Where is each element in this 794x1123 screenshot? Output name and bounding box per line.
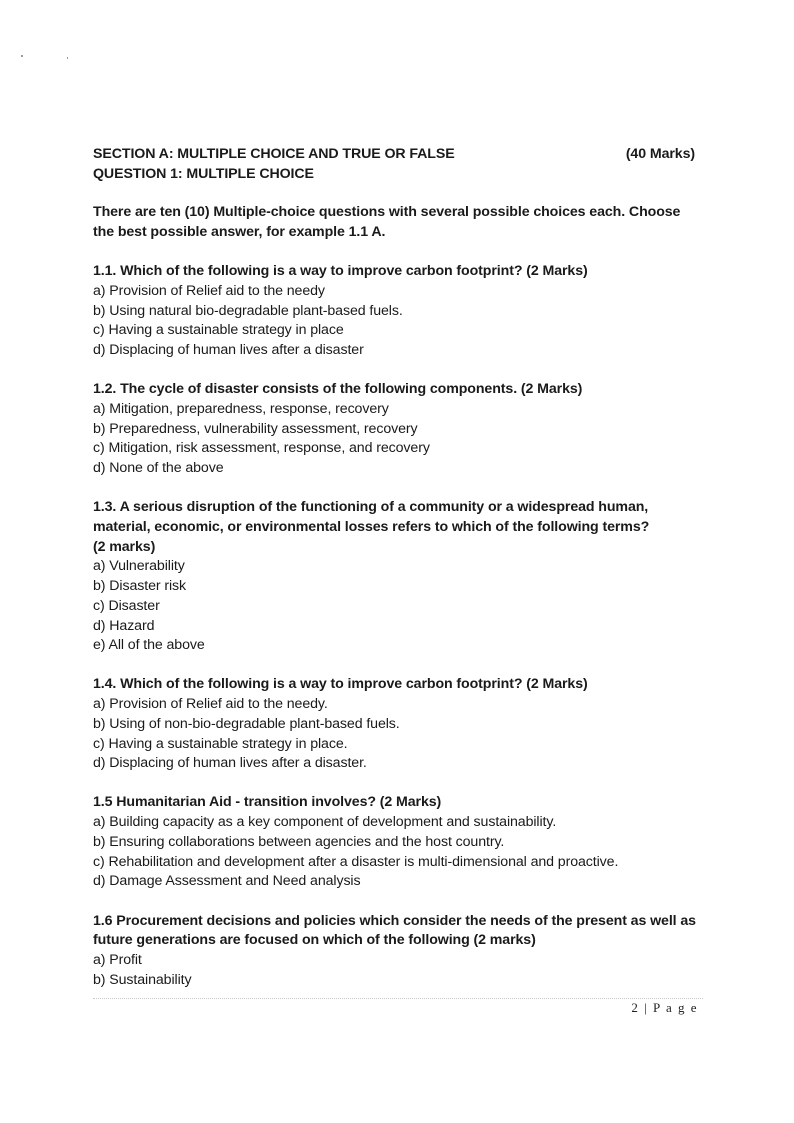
question-1-6 [93, 912, 703, 991]
question-1-1 [93, 262, 703, 361]
option-a: a) Vulnerability [93, 558, 185, 575]
option-d: d) Hazard [93, 617, 155, 634]
question-title: 1.6 Procurement decisions and policies which consider the needs of the present as well as [93, 912, 696, 929]
option-a: a) Provision of Relief aid to the needy [93, 283, 325, 300]
option-a: a) Profit [93, 951, 142, 968]
option-a: a) Mitigation, preparedness, response, recovery [93, 401, 389, 418]
option-e: e) All of the above [93, 637, 205, 654]
scan-speck [21, 55, 23, 57]
question-1-5 [93, 793, 703, 892]
section-header [93, 145, 703, 165]
option-a: a) Provision of Relief aid to the needy. [93, 696, 328, 713]
question-1-4 [93, 675, 703, 774]
instructions-line: There are ten (10) Multiple-choice questions with several possible choices each. Choose [93, 204, 681, 221]
question-title: future generations are focused on which of the following (2 marks) [93, 932, 536, 949]
question-heading: QUESTION 1: MULTIPLE CHOICE [93, 165, 314, 182]
option-c: c) Disaster [93, 597, 160, 614]
question-title: material, economic, or environmental losses refers to which of the following terms? [93, 519, 650, 536]
question-title: 1.3. A serious disruption of the functioning of a community or a widespread human, [93, 499, 649, 516]
question-title: 1.5 Humanitarian Aid - transition involves? (2 Marks) [93, 794, 442, 811]
instructions [93, 203, 703, 242]
question-title: 1.4. Which of the following is a way to improve carbon footprint? (2 Marks) [93, 676, 588, 693]
question-title: 1.1. Which of the following is a way to improve carbon footprint? (2 Marks) [93, 263, 588, 280]
option-b: b) Sustainability [93, 971, 192, 988]
option-b: b) Preparedness, vulnerability assessment, recovery [93, 420, 418, 437]
option-b: b) Using natural bio-degradable plant-based fuels. [93, 302, 403, 319]
page-number: 2 | P a g e [631, 1000, 698, 1015]
scan-speck [67, 57, 68, 59]
section-title: SECTION A: MULTIPLE CHOICE AND TRUE OR FALSE [93, 146, 455, 162]
page-content [93, 145, 703, 990]
option-c: c) Mitigation, risk assessment, response, and recovery [93, 440, 430, 457]
option-b: b) Using of non-bio-degradable plant-based fuels. [93, 715, 400, 732]
footer-divider [93, 998, 703, 999]
option-b: b) Ensuring collaborations between agencies and the host country. [93, 833, 505, 850]
option-d: d) Damage Assessment and Need analysis [93, 873, 361, 890]
option-c: c) Rehabilitation and development after a disaster is multi-dimensional and proactive. [93, 853, 619, 870]
question-marks: (2 marks) [93, 538, 156, 555]
question-1-3 [93, 498, 703, 656]
instructions-line: the best possible answer, for example 1.1 A. [93, 224, 386, 241]
option-a: a) Building capacity as a key component of development and sustainability. [93, 814, 557, 831]
option-d: d) None of the above [93, 460, 224, 477]
option-d: d) Displacing of human lives after a disaster. [93, 755, 367, 772]
option-c: c) Having a sustainable strategy in place. [93, 735, 348, 752]
question-1-2 [93, 380, 703, 479]
section-marks: (40 Marks) [625, 146, 695, 162]
option-d: d) Displacing of human lives after a disaster [93, 342, 364, 359]
option-b: b) Disaster risk [93, 578, 186, 595]
question-title: 1.2. The cycle of disaster consists of the following components. (2 Marks) [93, 381, 583, 398]
option-c: c) Having a sustainable strategy in place [93, 322, 344, 339]
